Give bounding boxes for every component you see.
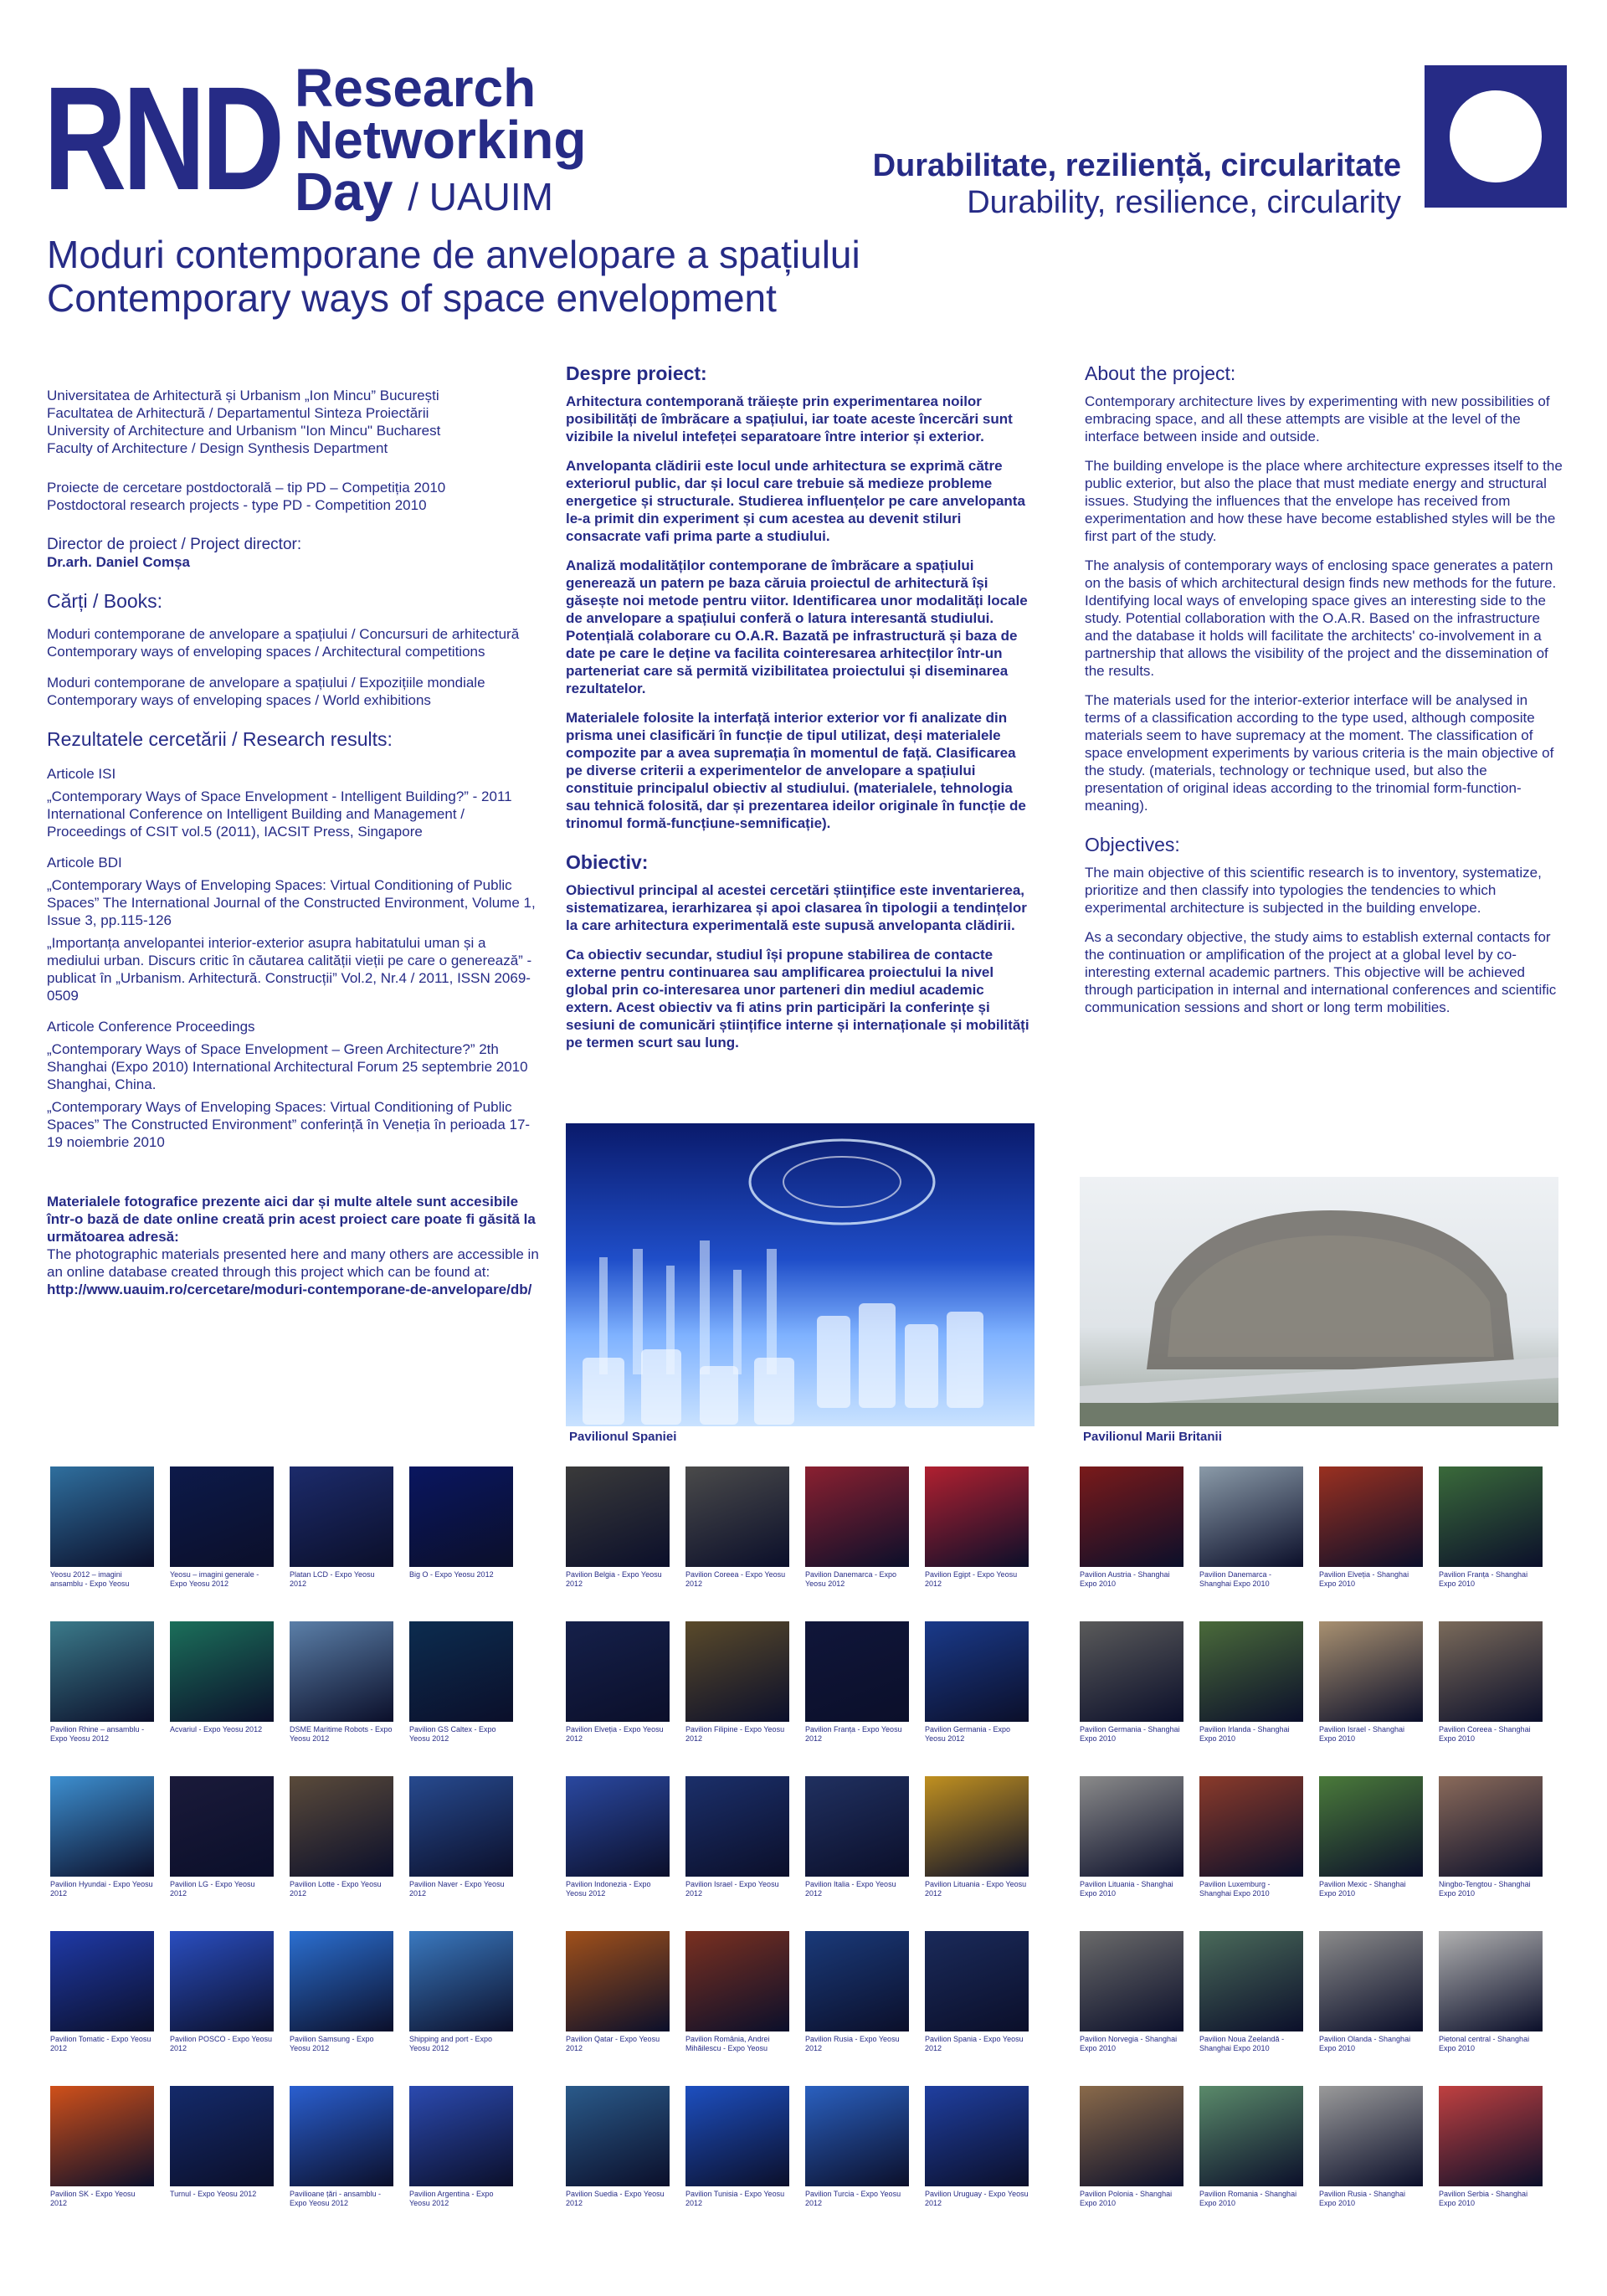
rnd-logotype: RND	[44, 57, 281, 221]
thumbnail-image[interactable]	[805, 1466, 909, 1567]
thumbnail-image[interactable]	[409, 2086, 513, 2186]
book-2-en: Contemporary ways of enveloping spaces / World exhibitions	[47, 692, 431, 708]
poster-title-ro: Moduri contemporane de anvelopare a spațiului	[47, 233, 860, 276]
conference-article-2: „Contemporary Ways of Enveloping Spaces: Virtual Conditioning of Public Spaces” The Constructed Environment” conferință în Veneția în perioada 17-19 noiembrie 2010	[47, 1099, 531, 1150]
gallery-thumbnail[interactable]	[50, 1621, 154, 1744]
about-ro-p1: Arhitectura contemporană trăiește prin experimentarea noilor posibilități de îmbrăcare a spațiului, iar toate aceste încercări sunt vizibile la nivelul intefeței separatoare între interior și exterior.	[566, 393, 1013, 444]
thumbnail-caption: Pavilion Elveția - Expo Yeosu 2012	[566, 1725, 664, 1743]
thumbnail-caption: Pavilion Filipine - Expo Yeosu 2012	[685, 1725, 785, 1743]
gallery-thumbnail[interactable]	[1199, 1776, 1303, 1898]
thumbnail-image[interactable]	[50, 2086, 154, 2186]
gallery-thumbnail[interactable]	[290, 1776, 393, 1898]
gallery-thumbnail[interactable]	[409, 1621, 513, 1744]
thumbnail-caption: Pavilion Norvegia - Shanghai Expo 2010	[1080, 2035, 1178, 2052]
gallery-thumbnail[interactable]	[1080, 1621, 1183, 1744]
thumbnail-image[interactable]	[925, 1931, 1029, 2031]
thumbnail-caption: Yeosu 2012 – imagini ansamblu - Expo Yeosu	[50, 1570, 130, 1588]
event-title-line-3	[295, 162, 586, 223]
gallery-thumbnail[interactable]	[409, 1466, 513, 1579]
thumbnail-caption: Pavilion Tomatic - Expo Yeosu 2012	[50, 2035, 151, 2052]
gallery-thumbnail[interactable]	[566, 1776, 670, 1898]
spain-pavilion-photo	[566, 1123, 1035, 1426]
thumbnail-image[interactable]	[1080, 1776, 1183, 1877]
thumbnail-image[interactable]	[685, 1621, 789, 1722]
institution-ro-2: Facultatea de Arhitectură / Departamentul Sinteza Proiectării	[47, 405, 429, 421]
about-ro-p2: Anvelopanta clădirii este locul unde arhitectura se exprimă către exteriorul public, dar și locul care trebuie să medieze probleme energetice și structurale. Studierea influențelor pe care anvelopanta le-a primit din experiment și cum acestea au devenit stiluri consacrate vafi prima parte a studiului.	[566, 458, 1025, 544]
about-heading-ro: Despre proiect:	[566, 362, 707, 384]
gallery-thumbnail[interactable]	[685, 1931, 789, 2053]
thumbnail-image[interactable]	[1439, 1466, 1543, 1567]
thumbnail-image[interactable]	[50, 1931, 154, 2031]
thumbnail-caption: Pietonal central - Shanghai Expo 2010	[1439, 2035, 1530, 2052]
gallery-thumbnail[interactable]	[1080, 1931, 1183, 2053]
thumbnail-image[interactable]	[1439, 1776, 1543, 1877]
about-ro-p3: Analiză modalităților contemporane de îmbrăcare a spațiului generează un patern pe baza căruia proiectul de arhitectură își găsește noi metode pentru viitor. Identificarea unor modalități locale de anvelopare a spațiului conferă o latura interesantă studiului. Potențială colaborare cu O.A.R. Bazată pe infrastructură și baza de date pe care le deține va facilita cointeresarea arhitecților într-un parteneriat care să permită vizibilitatea proiectului și diseminarea rezultatelor.	[566, 557, 1028, 696]
event-title-day: Day	[295, 162, 393, 222]
spain-pavilion-graphic	[566, 1123, 1035, 1426]
gallery-thumbnail[interactable]	[1319, 1931, 1423, 2053]
bdi-article-2: „Importanța anvelopantei interior-exterior asupra habitatului uman și a mediului urban. Discurs critic în căutarea calității vieții pe care o generează” - publicat în „Urbanism. Arhitectură. Construcții” Vol.2, Nr.4 / 2011, ISSN 2069-0509	[47, 935, 532, 1004]
thumbnail-image[interactable]	[566, 1776, 670, 1877]
thumbnail-caption: Pavilion POSCO - Expo Yeosu 2012	[170, 2035, 273, 2052]
thumbnail-caption: Platan LCD - Expo Yeosu 2012	[290, 1570, 375, 1588]
thumbnail-caption: Pavilion Danemarca - Shanghai Expo 2010	[1199, 1570, 1272, 1588]
thumbnail-caption: Pavilion Elveția - Shanghai Expo 2010	[1319, 1570, 1409, 1588]
spacer	[47, 1151, 541, 1193]
director-label: Director de proiect / Project director:	[47, 536, 302, 553]
thumbnail-image[interactable]	[925, 1776, 1029, 1877]
thumbnail-caption: Pavilion Austria - Shanghai Expo 2010	[1080, 1570, 1170, 1588]
gallery-thumbnail[interactable]	[170, 2086, 274, 2199]
thumbnail-caption: DSME Maritime Robots - Expo Yeosu 2012	[290, 1725, 393, 1743]
thumbnail-caption: Pavilion Romania - Shanghai Expo 2010	[1199, 2190, 1297, 2207]
thumbnail-caption: Pavilion Luxemburg - Shanghai Expo 2010	[1199, 1880, 1271, 1898]
thumbnail-caption: Pavilion Egipt - Expo Yeosu 2012	[925, 1570, 1018, 1588]
thumbnail-image[interactable]	[50, 1621, 154, 1722]
gallery-thumbnail[interactable]	[290, 1466, 393, 1589]
thumbnail-image[interactable]	[170, 1931, 274, 2031]
thumbnail-caption: Pavilion Polonia - Shanghai Expo 2010	[1080, 2190, 1173, 2207]
thumbnail-image[interactable]	[1199, 1466, 1303, 1567]
thumbnail-image[interactable]	[409, 1776, 513, 1877]
gallery-thumbnail[interactable]	[50, 1776, 154, 1898]
middle-column	[566, 362, 1035, 1063]
gallery-thumbnail[interactable]	[805, 1466, 909, 1589]
thumbnail-caption: Pavilion Danemarca - Expo Yeosu 2012	[805, 1570, 897, 1588]
thumbnail-image[interactable]	[925, 1466, 1029, 1567]
thumbnail-image[interactable]	[566, 1931, 670, 2031]
thumbnail-image[interactable]	[290, 2086, 393, 2186]
thumbnail-caption: Pavilion Naver - Expo Yeosu 2012	[409, 1880, 505, 1898]
gallery-thumbnail[interactable]	[290, 2086, 393, 2208]
project-type-en: Postdoctoral research projects - type PD - Competition 2010	[47, 497, 427, 513]
thumbnail-caption: Pavilion Rhine – ansamblu - Expo Yeosu 2012	[50, 1725, 145, 1743]
thumbnail-caption: Pavilion Qatar - Expo Yeosu 2012	[566, 2035, 660, 2052]
thumbnail-caption: Pavilion Germania - Expo Yeosu 2012	[925, 1725, 1011, 1743]
gallery-thumbnail[interactable]	[685, 1776, 789, 1898]
thumbnail-caption: Pavilion Lotte - Expo Yeosu 2012	[290, 1880, 382, 1898]
gallery-thumbnail[interactable]	[1439, 1466, 1543, 1589]
isi-article: „Contemporary Ways of Space Envelopment - Intelligent Building?” - 2011 International Conference on Intelligent Building and Management / Proceedings of CSIT vol.5 (2011), IACSIT Press, Singapore	[47, 788, 512, 840]
thumbnail-caption: Pavilioane țări - ansamblu - Expo Yeosu 2012	[290, 2190, 382, 2207]
gallery-thumbnail[interactable]	[1080, 2086, 1183, 2208]
thumbnail-caption: Pavilion LG - Expo Yeosu 2012	[170, 1880, 255, 1898]
logo-circle	[1450, 90, 1542, 182]
about-en-p4: The materials used for the interior-exterior interface will be analysed in terms of a classification according to the type used, although composite materials seem to have supremacy at the moment. The classification of space envelopment experiments by various criteria is the main objective of the study. (materials, technology or technique used, but also the presentation of original ideas according to the trinomial form-function-meaning).	[1085, 692, 1554, 814]
circle-logo-icon	[1425, 65, 1567, 208]
thumbnail-image[interactable]	[1199, 2086, 1303, 2186]
thumbnail-image[interactable]	[1199, 1931, 1303, 2031]
poster-title	[47, 233, 860, 320]
thumbnail-image[interactable]	[1199, 1621, 1303, 1722]
gallery-thumbnail[interactable]	[1439, 2086, 1543, 2208]
thumbnail-image[interactable]	[1439, 1931, 1543, 2031]
thumbnail-image[interactable]	[566, 2086, 670, 2186]
gallery-thumbnail[interactable]	[1199, 2086, 1303, 2208]
thumbnail-caption: Pavilion Franța - Shanghai Expo 2010	[1439, 1570, 1528, 1588]
gallery-thumbnail[interactable]	[566, 1621, 670, 1744]
gallery-thumbnail[interactable]	[805, 1931, 909, 2053]
thumbnail-caption: Pavilion Franța - Expo Yeosu 2012	[805, 1725, 902, 1743]
thumbnail-caption: Yeosu – imagini generale - Expo Yeosu 2012	[170, 1570, 259, 1588]
gallery-thumbnail[interactable]	[925, 1776, 1029, 1898]
thumbnail-image[interactable]	[685, 2086, 789, 2186]
event-title-line-1: Research	[295, 58, 537, 118]
thumbnail-caption: Pavilion România, Andrei Mihăilescu - Expo Yeosu	[685, 2035, 770, 2052]
books-heading: Cărți / Books:	[47, 590, 163, 612]
thumbnail-caption: Pavilion Belgia - Expo Yeosu 2012	[566, 1570, 662, 1588]
gallery-thumbnail[interactable]	[409, 1931, 513, 2053]
thumbnail-image[interactable]	[805, 1931, 909, 2031]
thumbnail-caption: Pavilion Rusia - Shanghai Expo 2010	[1319, 2190, 1406, 2207]
thumbnail-caption: Pavilion SK - Expo Yeosu 2012	[50, 2190, 136, 2207]
gallery-thumbnail[interactable]	[925, 1621, 1029, 1744]
thumbnail-image[interactable]	[805, 1621, 909, 1722]
gallery-thumbnail[interactable]	[566, 1931, 670, 2053]
institution-ro-1: Universitatea de Arhitectură și Urbanism „Ion Mincu” București	[47, 388, 439, 403]
spain-pavilion-caption: Pavilionul Spaniei	[569, 1430, 677, 1444]
bdi-heading: Articole BDI	[47, 855, 122, 871]
bdi-article-1: „Contemporary Ways of Enveloping Spaces: Virtual Conditioning of Public Spaces” The International Journal of the Constructed Environment, Volume 1, Issue 3, pp.115-126	[47, 877, 536, 928]
thumbnail-image[interactable]	[685, 1931, 789, 2031]
thumbnail-image[interactable]	[1199, 1776, 1303, 1877]
materials-note-en: The photographic materials presented here and many others are accessible in an online database created through this project which can be found at:	[47, 1246, 539, 1280]
thumbnail-caption: Pavilion Indonezia - Expo Yeosu 2012	[566, 1880, 651, 1898]
gallery-thumbnail[interactable]	[1439, 1931, 1543, 2053]
thumbnail-image[interactable]	[290, 1931, 393, 2031]
gallery-thumbnail[interactable]	[1199, 1466, 1303, 1589]
gallery-thumbnail[interactable]	[1319, 1466, 1423, 1589]
thumbnail-caption: Turnul - Expo Yeosu 2012	[170, 2190, 257, 2198]
gallery-thumbnail[interactable]	[170, 1466, 274, 1589]
thumbnail-image[interactable]	[1080, 1466, 1183, 1567]
gallery-thumbnail[interactable]	[1319, 1621, 1423, 1744]
thumbnail-image[interactable]	[170, 1621, 274, 1722]
gallery-thumbnail[interactable]	[1319, 2086, 1423, 2208]
thumbnail-image[interactable]	[1319, 1776, 1423, 1877]
about-heading-en: About the project:	[1085, 362, 1236, 384]
about-en-p2: The building envelope is the place where architecture expresses itself to the public exterior, but also the place that must mediate energy and structural issues. Studying the influences that the envelope has received from experimentation and how these have become established styles will be the first part of the study.	[1085, 458, 1563, 544]
about-en-p3: The analysis of contemporary ways of enclosing space generates a patern on the basis of which architectural design finds new methods for the future. Identifying local ways of enveloping space gives an interesting side to the study. Potential collaboration with the O.A.R. Based on the infrastructure and the database it holds will facilitate the architects' co-involvement in a partnership that allows the visibility of the project and the dissemination of the results.	[1085, 557, 1557, 679]
thumbnail-caption: Pavilion Tunisia - Expo Yeosu 2012	[685, 2190, 785, 2207]
poster-title-en: Contemporary ways of space envelopment	[47, 276, 777, 320]
thumbnail-caption: Pavilion Hyundai - Expo Yeosu 2012	[50, 1880, 153, 1898]
uk-pavilion-graphic	[1080, 1177, 1558, 1426]
thumbnail-caption: Pavilion Rusia - Expo Yeosu 2012	[805, 2035, 900, 2052]
gallery-thumbnail[interactable]	[170, 1621, 274, 1734]
tagline-en: Durability, resilience, circularity	[967, 185, 1401, 220]
thumbnail-image[interactable]	[1080, 1621, 1183, 1722]
about-en-p1: Contemporary architecture lives by experimenting with new possibilities of embracing space, and all these attempts are visible at the level of the interface between inside and outside.	[1085, 393, 1550, 444]
thumbnail-image[interactable]	[1319, 1466, 1423, 1567]
thumbnail-caption: Pavilion Uruguay - Expo Yeosu 2012	[925, 2190, 1029, 2207]
thumbnail-caption: Shipping and port - Expo Yeosu 2012	[409, 2035, 493, 2052]
event-title-line-2: Networking	[295, 110, 587, 170]
thumbnail-caption: Pavilion Serbia - Shanghai Expo 2010	[1439, 2190, 1528, 2207]
gallery-thumbnail[interactable]	[290, 1621, 393, 1744]
thumbnail-caption: Pavilion Israel - Shanghai Expo 2010	[1319, 1725, 1405, 1743]
gallery-thumbnail[interactable]	[805, 1621, 909, 1744]
thumbnail-caption: Pavilion Italia - Expo Yeosu 2012	[805, 1880, 896, 1898]
thumbnail-image[interactable]	[170, 1466, 274, 1567]
objective-ro-p1: Obiectivul principal al acestei cercetări științifice este inventarierea, sistematizarea, ierarhizarea și apoi clasarea în tipologii a tendințelor la care arhitectura experimentală este supusă anvelopanta clădirii.	[566, 882, 1027, 933]
gallery-thumbnail[interactable]	[50, 1931, 154, 2053]
thumbnail-image[interactable]	[1080, 1931, 1183, 2031]
objective-en-p1: The main objective of this scientific research is to inventory, systematize, prioritize and then classify into typologies the tendencies to which experimental architecture is subjected in the building envelope.	[1085, 865, 1542, 916]
thumbnail-image[interactable]	[170, 2086, 274, 2186]
gallery-thumbnail[interactable]	[1080, 1466, 1183, 1589]
institution-en-1: University of Architecture and Urbanism "Ion Mincu" Bucharest	[47, 423, 441, 439]
thumbnail-image[interactable]	[805, 2086, 909, 2186]
thumbnail-image[interactable]	[1319, 2086, 1423, 2186]
thumbnail-image[interactable]	[409, 1621, 513, 1722]
thumbnail-caption: Ningbo-Tengtou - Shanghai Expo 2010	[1439, 1880, 1531, 1898]
spacer	[47, 457, 541, 479]
thumbnail-caption: Pavilion Spania - Expo Yeosu 2012	[925, 2035, 1024, 2052]
director-name: Dr.arh. Daniel Comșa	[47, 554, 191, 570]
gallery-thumbnail[interactable]	[925, 2086, 1029, 2208]
thumbnail-image[interactable]	[1319, 1931, 1423, 2031]
conference-article-1: „Contemporary Ways of Space Envelopment – Green Architecture?” 2th Shanghai (Expo 2010) International Architectural Forum 25 septembrie 2010 Shanghai, China.	[47, 1041, 528, 1092]
gallery-thumbnail[interactable]	[1199, 1621, 1303, 1744]
thumbnail-image[interactable]	[290, 1621, 393, 1722]
book-1-ro: Moduri contemporane de anvelopare a spațiului / Concursuri de arhitectură	[47, 626, 520, 642]
gallery-thumbnail[interactable]	[1439, 1776, 1543, 1898]
uk-pavilion-caption: Pavilionul Marii Britanii	[1083, 1430, 1222, 1444]
thumbnail-image[interactable]	[685, 1466, 789, 1567]
thumbnail-caption: Pavilion Germania - Shanghai Expo 2010	[1080, 1725, 1180, 1743]
about-ro-p4: Materialele folosite la interfață interior exterior vor fi analizate din prisma unei clasificări în funcție de tipul utilizat, deși materialele compozite par a avea supremația în momentul de față. Clasificarea pe diverse criterii a experimentelor de anvelopare a spațiului constituie principalul obiectiv al studiului. (materialele, tehnologia sau tehnică folosită, dar și prezentarea ideilor originale în funcție de trinomul formă-funcțiune-semnificație).	[566, 710, 1026, 831]
thumbnail-caption: Pavilion Noua Zeelandă - Shanghai Expo 2010	[1199, 2035, 1285, 2052]
conference-heading: Articole Conference Proceedings	[47, 1019, 255, 1035]
thumbnail-image[interactable]	[1439, 1621, 1543, 1722]
thumbnail-image[interactable]	[170, 1776, 274, 1877]
thumbnail-image[interactable]	[409, 1931, 513, 2031]
thumbnail-image[interactable]	[566, 1621, 670, 1722]
objective-en-p2: As a secondary objective, the study aims to establish external contacts for the continuation or amplification of the project at a global level by co-interesting external academic partners. This objective will be achieved through participation in internal and international conferences and scientific communication sessions and short or long term mobilities.	[1085, 929, 1557, 1015]
gallery-thumbnail[interactable]	[566, 1466, 670, 1589]
book-1-en: Contemporary ways of enveloping spaces / Architectural competitions	[47, 644, 485, 660]
gallery-thumbnail[interactable]	[290, 1931, 393, 2053]
gallery-thumbnail[interactable]	[1080, 1776, 1183, 1898]
thumbnail-image[interactable]	[290, 1466, 393, 1567]
gallery-thumbnail[interactable]	[1199, 1931, 1303, 2053]
thumbnail-caption: Pavilion Coreea - Shanghai Expo 2010	[1439, 1725, 1531, 1743]
thumbnail-caption: Pavilion Lituania - Shanghai Expo 2010	[1080, 1880, 1173, 1898]
gallery-thumbnail[interactable]	[1439, 1621, 1543, 1744]
thumbnail-caption: Pavilion Argentina - Expo Yeosu 2012	[409, 2190, 494, 2207]
thumbnail-caption: Pavilion Suedia - Expo Yeosu 2012	[566, 2190, 665, 2207]
gallery-thumbnail[interactable]	[1319, 1776, 1423, 1898]
gallery-thumbnail[interactable]	[925, 1931, 1029, 2053]
gallery-thumbnail[interactable]	[805, 2086, 909, 2208]
gallery-thumbnail[interactable]	[685, 1621, 789, 1744]
thumbnail-caption: Pavilion Olanda - Shanghai Expo 2010	[1319, 2035, 1411, 2052]
thumbnail-image[interactable]	[1439, 2086, 1543, 2186]
gallery-thumbnail[interactable]	[170, 1776, 274, 1898]
gallery-thumbnail[interactable]	[805, 1776, 909, 1898]
objective-ro-p2: Ca obiectiv secundar, studiul își propune stabilirea de contacte externe pentru continuarea sau amplificarea proiectului la nivel global prin co-interesarea unor parteneri din mediul academic extern. Acest obiectiv va fi atins prin participări la conferințe și sesiuni de comunicări științifice interne și internaționale și mobilități pe termen scurt sau lung.	[566, 947, 1029, 1050]
thumbnail-image[interactable]	[290, 1776, 393, 1877]
thumbnail-image[interactable]	[685, 1776, 789, 1877]
gallery-thumbnail[interactable]	[566, 2086, 670, 2208]
thumbnail-image[interactable]	[805, 1776, 909, 1877]
thumbnail-caption: Pavilion Irlanda - Shanghai Expo 2010	[1199, 1725, 1290, 1743]
left-column	[47, 387, 541, 1298]
thumbnail-image[interactable]	[566, 1466, 670, 1567]
right-column	[1085, 362, 1563, 1028]
thumbnail-image[interactable]	[50, 1776, 154, 1877]
gallery-thumbnail[interactable]	[409, 1776, 513, 1898]
thumbnail-image[interactable]	[1080, 2086, 1183, 2186]
institution-block	[47, 387, 541, 457]
uk-pavilion-photo	[1080, 1177, 1558, 1426]
thumbnail-caption: Pavilion Coreea - Expo Yeosu 2012	[685, 1570, 786, 1588]
tagline	[873, 147, 1401, 221]
gallery-thumbnail[interactable]	[170, 1931, 274, 2053]
spacer	[47, 514, 541, 536]
materials-note-ro: Materialele fotografice prezente aici dar și multe altele sunt accesibile într-o bază de date online creată prin acest proiect care poate fi găsită la următoarea adresă:	[47, 1194, 536, 1245]
book-2-ro: Moduri contemporane de anvelopare a spațiului / Expozițiile mondiale	[47, 675, 485, 691]
thumbnail-image[interactable]	[925, 2086, 1029, 2186]
thumbnail-caption: Pavilion Lituania - Expo Yeosu 2012	[925, 1880, 1027, 1898]
gallery-thumbnail[interactable]	[925, 1466, 1029, 1589]
isi-heading: Articole ISI	[47, 766, 116, 782]
thumbnail-image[interactable]	[1319, 1621, 1423, 1722]
thumbnail-caption: Big O - Expo Yeosu 2012	[409, 1570, 494, 1579]
thumbnail-caption: Pavilion Samsung - Expo Yeosu 2012	[290, 2035, 374, 2052]
institution-en-2: Faculty of Architecture / Design Synthesis Department	[47, 440, 388, 456]
gallery-thumbnail[interactable]	[50, 1466, 154, 1589]
gallery-thumbnail[interactable]	[409, 2086, 513, 2208]
thumbnail-image[interactable]	[50, 1466, 154, 1567]
gallery-thumbnail[interactable]	[685, 2086, 789, 2208]
event-title	[295, 58, 587, 223]
tagline-ro: Durabilitate, reziliență, circularitate	[872, 148, 1401, 183]
gallery-thumbnail[interactable]	[50, 2086, 154, 2208]
thumbnail-caption: Acvariul - Expo Yeosu 2012	[170, 1725, 263, 1734]
poster-header	[0, 0, 1607, 318]
event-title-suffix: / UAUIM	[408, 175, 553, 218]
objective-heading-ro: Obiectiv:	[566, 851, 649, 873]
database-link[interactable]: http://www.uauim.ro/cercetare/moduri-contemporane-de-anvelopare/db/	[47, 1282, 532, 1297]
thumbnail-caption: Pavilion Israel - Expo Yeosu 2012	[685, 1880, 779, 1898]
thumbnail-caption: Pavilion Mexic - Shanghai Expo 2010	[1319, 1880, 1406, 1898]
thumbnail-caption: Pavilion GS Caltex - Expo Yeosu 2012	[409, 1725, 496, 1743]
thumbnail-caption: Pavilion Turcia - Expo Yeosu 2012	[805, 2190, 901, 2207]
gallery-thumbnail[interactable]	[685, 1466, 789, 1589]
thumbnail-image[interactable]	[925, 1621, 1029, 1722]
project-type-ro: Proiecte de cercetare postdoctorală – tip PD – Competiția 2010	[47, 480, 446, 496]
objective-heading-en: Objectives:	[1085, 834, 1180, 855]
results-heading: Rezultatele cercetării / Research results:	[47, 728, 393, 750]
thumbnail-image[interactable]	[409, 1466, 513, 1567]
